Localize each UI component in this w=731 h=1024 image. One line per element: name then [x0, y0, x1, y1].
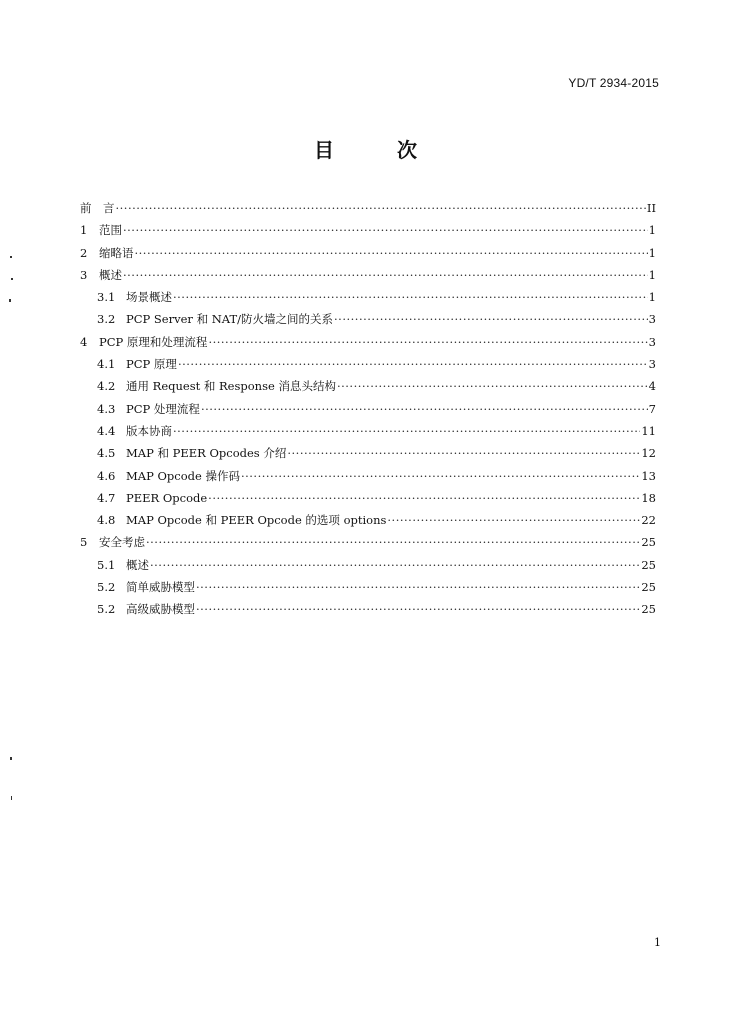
toc-entry-number: 4.5 — [97, 446, 116, 461]
toc-leader-dots — [150, 554, 640, 576]
toc-entry — [80, 375, 656, 397]
toc-entry-title: 简单威胁模型 — [126, 580, 195, 595]
toc-entry-title: 缩略语 — [99, 245, 134, 260]
toc-entry-page: 18 — [641, 490, 656, 505]
toc-entry-title: 版本协商 — [126, 423, 172, 438]
toc-leader-dots — [173, 286, 648, 308]
toc-leader-dots — [387, 509, 640, 531]
toc-entry — [80, 576, 656, 598]
toc-entry-number: 1 — [80, 223, 88, 238]
page-title: 目 次 — [314, 138, 445, 162]
toc-entry-page: 1 — [648, 245, 656, 260]
toc-entry-title: 概述 — [126, 557, 149, 572]
standard-code: YD/T 2934-2015 — [568, 76, 659, 90]
toc-entry-number: 4.6 — [97, 468, 116, 483]
toc-entry — [80, 197, 656, 219]
toc-leader-dots — [146, 531, 640, 553]
toc-entry-number: 3 — [80, 267, 88, 282]
toc-entry-page: 11 — [641, 423, 656, 438]
toc-entry — [80, 219, 656, 241]
toc-leader-dots — [208, 487, 640, 509]
toc-entry-page: 4 — [648, 379, 656, 394]
toc-entry — [80, 509, 656, 531]
toc-entry-page: 25 — [641, 602, 656, 617]
toc-entry-number: 5.2 — [97, 580, 116, 595]
toc-leader-dots — [135, 242, 648, 264]
toc-leader-dots — [173, 420, 640, 442]
toc-leader-dots — [116, 197, 646, 219]
toc-entry-title: 通用 Request 和 Response 消息头结构 — [126, 379, 336, 394]
toc-leader-dots — [201, 398, 648, 420]
toc-leader-dots — [208, 331, 647, 353]
toc-entry — [80, 331, 656, 353]
scan-speck — [9, 299, 11, 302]
toc-entry — [80, 242, 656, 264]
toc-entry-number: 2 — [80, 245, 88, 260]
toc-entry-number: 4.1 — [97, 357, 116, 372]
scan-speck — [11, 796, 12, 800]
toc-entry-title: 安全考虑 — [99, 535, 145, 550]
toc-entry-page: 1 — [648, 290, 656, 305]
toc-entry-page: 3 — [648, 312, 656, 327]
toc-entry — [80, 442, 656, 464]
toc-leader-dots — [241, 465, 640, 487]
toc-entry — [80, 487, 656, 509]
toc-entry-page: 7 — [648, 401, 656, 416]
toc-entry-number: 3.2 — [97, 312, 116, 327]
toc-leader-dots — [123, 219, 648, 241]
toc-entry-number: 5 — [80, 535, 88, 550]
toc-entry-title: PCP 处理流程 — [126, 401, 200, 416]
toc-entry — [80, 264, 656, 286]
toc-entry-page: 25 — [641, 557, 656, 572]
toc-entry-page: 12 — [641, 446, 656, 461]
toc-entry-page: 3 — [648, 334, 656, 349]
toc-entry — [80, 308, 656, 330]
toc-entry-title: 场景概述 — [126, 290, 172, 305]
toc-entry-page: II — [646, 201, 656, 215]
toc-entry-number: 4.4 — [97, 423, 116, 438]
table-of-contents — [80, 197, 656, 621]
toc-entry — [80, 531, 656, 553]
toc-entry-title: MAP Opcode 和 PEER Opcode 的选项 options — [126, 513, 387, 528]
toc-entry-number: 5.2 — [97, 602, 116, 617]
toc-leader-dots — [123, 264, 648, 286]
toc-entry-title: PCP 原理 — [126, 357, 177, 372]
toc-entry-title: 前 言 — [80, 201, 115, 215]
toc-entry-number: 4.2 — [97, 379, 116, 394]
page-number: 1 — [654, 936, 661, 949]
toc-entry-number: 4.8 — [97, 513, 116, 528]
toc-entry-title: MAP 和 PEER Opcodes 介绍 — [126, 446, 287, 461]
toc-entry-title: PCP Server 和 NAT/防火墙之间的关系 — [126, 312, 334, 327]
toc-leader-dots — [334, 308, 648, 330]
toc-entry-page: 1 — [648, 267, 656, 282]
toc-entry-page: 1 — [648, 223, 656, 238]
toc-entry-page: 25 — [641, 580, 656, 595]
toc-entry — [80, 554, 656, 576]
toc-entry-number: 4.7 — [97, 490, 116, 505]
toc-leader-dots — [337, 375, 648, 397]
toc-entry — [80, 353, 656, 375]
toc-entry-number: 4 — [80, 334, 88, 349]
toc-entry-number: 3.1 — [97, 290, 116, 305]
toc-entry — [80, 398, 656, 420]
toc-entry-title: PCP 原理和处理流程 — [99, 334, 208, 349]
toc-entry-title: MAP Opcode 操作码 — [126, 468, 240, 483]
toc-entry-number: 5.1 — [97, 557, 116, 572]
toc-entry-page: 25 — [641, 535, 656, 550]
toc-entry-page: 3 — [648, 357, 656, 372]
toc-leader-dots — [196, 598, 640, 620]
toc-leader-dots — [178, 353, 648, 375]
toc-entry — [80, 598, 656, 620]
scan-speck — [10, 757, 12, 760]
toc-entry — [80, 286, 656, 308]
toc-entry-title: PEER Opcode — [126, 490, 208, 505]
scan-speck — [10, 256, 12, 258]
toc-entry-title: 范围 — [99, 223, 122, 238]
toc-entry-page: 22 — [641, 513, 656, 528]
toc-leader-dots — [196, 576, 640, 598]
toc-entry-title: 高级威胁模型 — [126, 602, 195, 617]
toc-entry — [80, 420, 656, 442]
toc-entry-page: 13 — [641, 468, 656, 483]
toc-entry — [80, 465, 656, 487]
toc-leader-dots — [287, 442, 640, 464]
toc-entry-number: 4.3 — [97, 401, 116, 416]
toc-entry-title: 概述 — [99, 267, 122, 282]
scan-speck — [11, 278, 13, 280]
